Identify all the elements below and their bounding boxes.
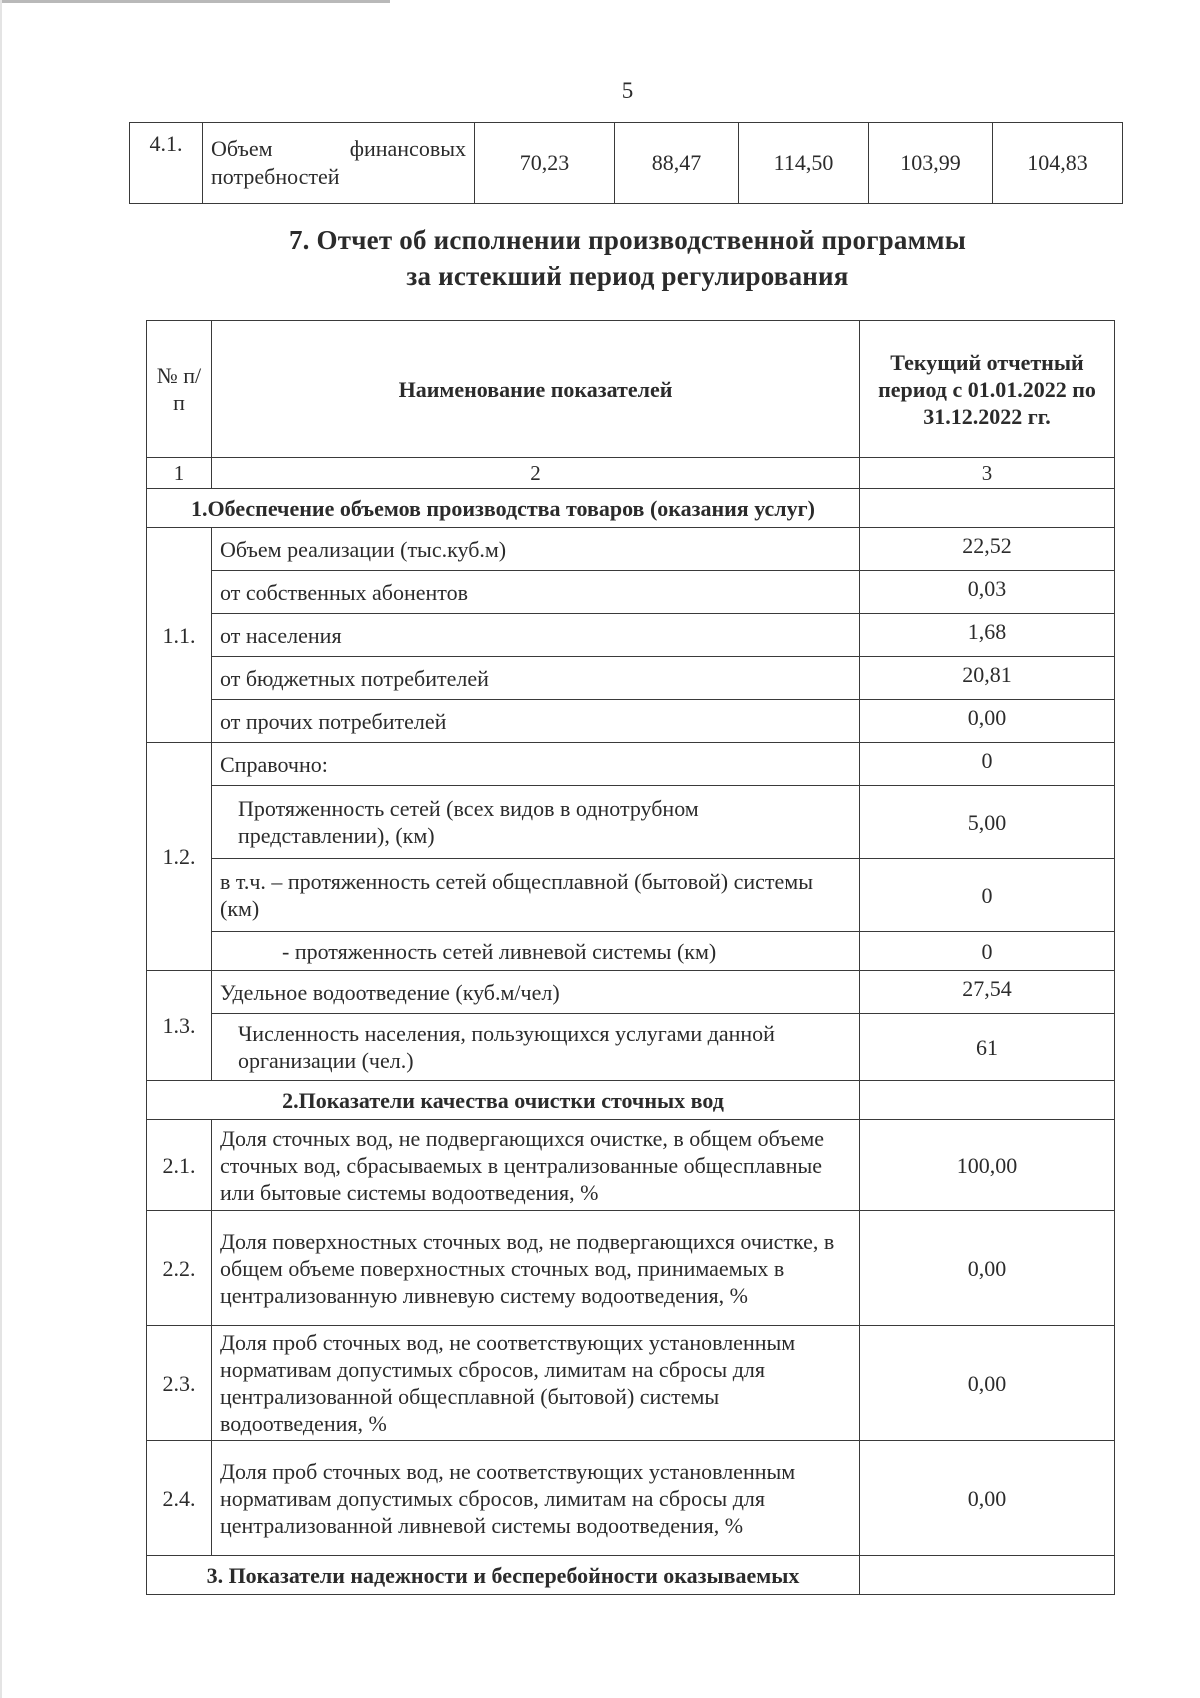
table-row	[147, 859, 1115, 932]
table-row	[147, 743, 1115, 786]
section-title	[0, 222, 1200, 294]
indicator-value: 22,52	[860, 528, 1115, 571]
section-title-line1: 7. Отчет об исполнении производственной программы	[288, 225, 967, 255]
indicator-name: Доля поверхностных сточных вод, не подвергающихся очистке, в общем объеме поверхностных сточных вод, принимаемых в централизованную ливневую систему водоотведения, %	[212, 1211, 860, 1326]
indicator-value: 20,81	[860, 657, 1115, 700]
value-cell: 103,99	[869, 123, 993, 204]
indicator-value: 27,54	[860, 971, 1115, 1014]
table-row	[147, 1441, 1115, 1556]
header-number: № п/п	[147, 321, 212, 458]
financial-needs-table	[129, 122, 1123, 204]
indicator-value: 100,00	[860, 1120, 1115, 1211]
indicator-name: Справочно:	[212, 743, 860, 786]
column-number: 2	[212, 458, 860, 489]
indicator-name: от населения	[212, 614, 860, 657]
header-period: Текущий отчетный период с 01.01.2022 по 31.12.2022 гг.	[860, 321, 1115, 458]
row-number: 1.1.	[147, 528, 212, 743]
table-row	[147, 971, 1115, 1014]
table-row	[147, 1120, 1115, 1211]
section-row	[147, 1556, 1115, 1595]
row-number: 2.3.	[147, 1326, 212, 1441]
value-cell: 114,50	[739, 123, 869, 204]
production-program-report-table	[146, 320, 1115, 1595]
table-row	[147, 657, 1115, 700]
indicator-value: 0,00	[860, 1441, 1115, 1556]
section-row	[147, 1081, 1115, 1120]
indicator-value: 0,00	[860, 1211, 1115, 1326]
row-number: 4.1.	[130, 123, 203, 204]
indicator-name: Объем реализации (тыс.куб.м)	[212, 528, 860, 571]
indicator-value: 0,00	[860, 1326, 1115, 1441]
empty-cell	[860, 489, 1115, 528]
indicator-name: от прочих потребителей	[212, 700, 860, 743]
column-number: 1	[147, 458, 212, 489]
column-number: 3	[860, 458, 1115, 489]
indicator-value: 5,00	[860, 786, 1115, 859]
row-name-word2: финансовых	[349, 136, 466, 161]
row-number: 1.3.	[147, 971, 212, 1081]
header-row	[147, 321, 1115, 458]
scan-edge-top	[0, 0, 390, 3]
indicator-value: 0,00	[860, 700, 1115, 743]
row-name	[203, 123, 475, 204]
indicator-value: 0	[860, 743, 1115, 786]
indicator-name: Удельное водоотведение (куб.м/чел)	[212, 971, 860, 1014]
empty-cell	[860, 1081, 1115, 1120]
table-row	[147, 700, 1115, 743]
indicator-name: в т.ч. – протяженность сетей общесплавной (бытовой) системы (км)	[212, 859, 860, 932]
row-number: 1.2.	[147, 743, 212, 971]
indicator-name: от собственных абонентов	[212, 571, 860, 614]
table-row	[147, 528, 1115, 571]
empty-cell	[860, 1556, 1115, 1595]
header-name: Наименование показателей	[212, 321, 860, 458]
section-heading: 1.Обеспечение объемов производства товаров (оказания услуг)	[147, 489, 860, 528]
section-title-line2: за истекший период регулирования	[406, 261, 849, 291]
indicator-name: Доля проб сточных вод, не соответствующих установленным нормативам допустимых сбросов, лимитам на сбросы для централизованной общесплавной (бытовой) системы водоотведения, %	[212, 1326, 860, 1441]
indicator-name: - протяженность сетей ливневой системы (км)	[212, 932, 860, 971]
table-row	[147, 1326, 1115, 1441]
section-heading: 2.Показатели качества очистки сточных вод	[147, 1081, 860, 1120]
section-heading: 3. Показатели надежности и бесперебойности оказываемых	[147, 1556, 860, 1595]
indicator-name: от бюджетных потребителей	[212, 657, 860, 700]
indicator-value: 61	[860, 1014, 1115, 1081]
indicator-value: 0,03	[860, 571, 1115, 614]
indicator-name: Доля сточных вод, не подвергающихся очистке, в общем объеме сточных вод, сбрасываемых в централизованные общесплавные или бытовые системы водоотведения, %	[212, 1120, 860, 1211]
section-row	[147, 489, 1115, 528]
row-number: 2.2.	[147, 1211, 212, 1326]
indicator-value: 0	[860, 859, 1115, 932]
page-number: 5	[621, 78, 634, 103]
indicator-value: 1,68	[860, 614, 1115, 657]
row-number: 2.1.	[147, 1120, 212, 1211]
indicator-name: Численность населения, пользующихся услугами данной организации (чел.)	[212, 1014, 860, 1081]
value-cell: 70,23	[475, 123, 615, 204]
table-row	[147, 614, 1115, 657]
table-row	[147, 786, 1115, 859]
row-name-word1: Объем	[211, 136, 273, 161]
table-row	[147, 571, 1115, 614]
table-row	[147, 1014, 1115, 1081]
table-row	[130, 123, 1123, 204]
indicator-name: Протяженность сетей (всех видов в однотрубном представлении), (км)	[212, 786, 860, 859]
table-row	[147, 1211, 1115, 1326]
value-cell: 104,83	[993, 123, 1123, 204]
value-cell: 88,47	[615, 123, 739, 204]
table-row	[147, 932, 1115, 971]
indicator-name: Доля проб сточных вод, не соответствующих установленным нормативам допустимых сбросов, лимитам на сбросы для централизованной ливневой системы водоотведения, %	[212, 1441, 860, 1556]
indicator-value: 0	[860, 932, 1115, 971]
row-name-line2: потребностей	[211, 164, 340, 189]
row-number: 2.4.	[147, 1441, 212, 1556]
column-number-row	[147, 458, 1115, 489]
